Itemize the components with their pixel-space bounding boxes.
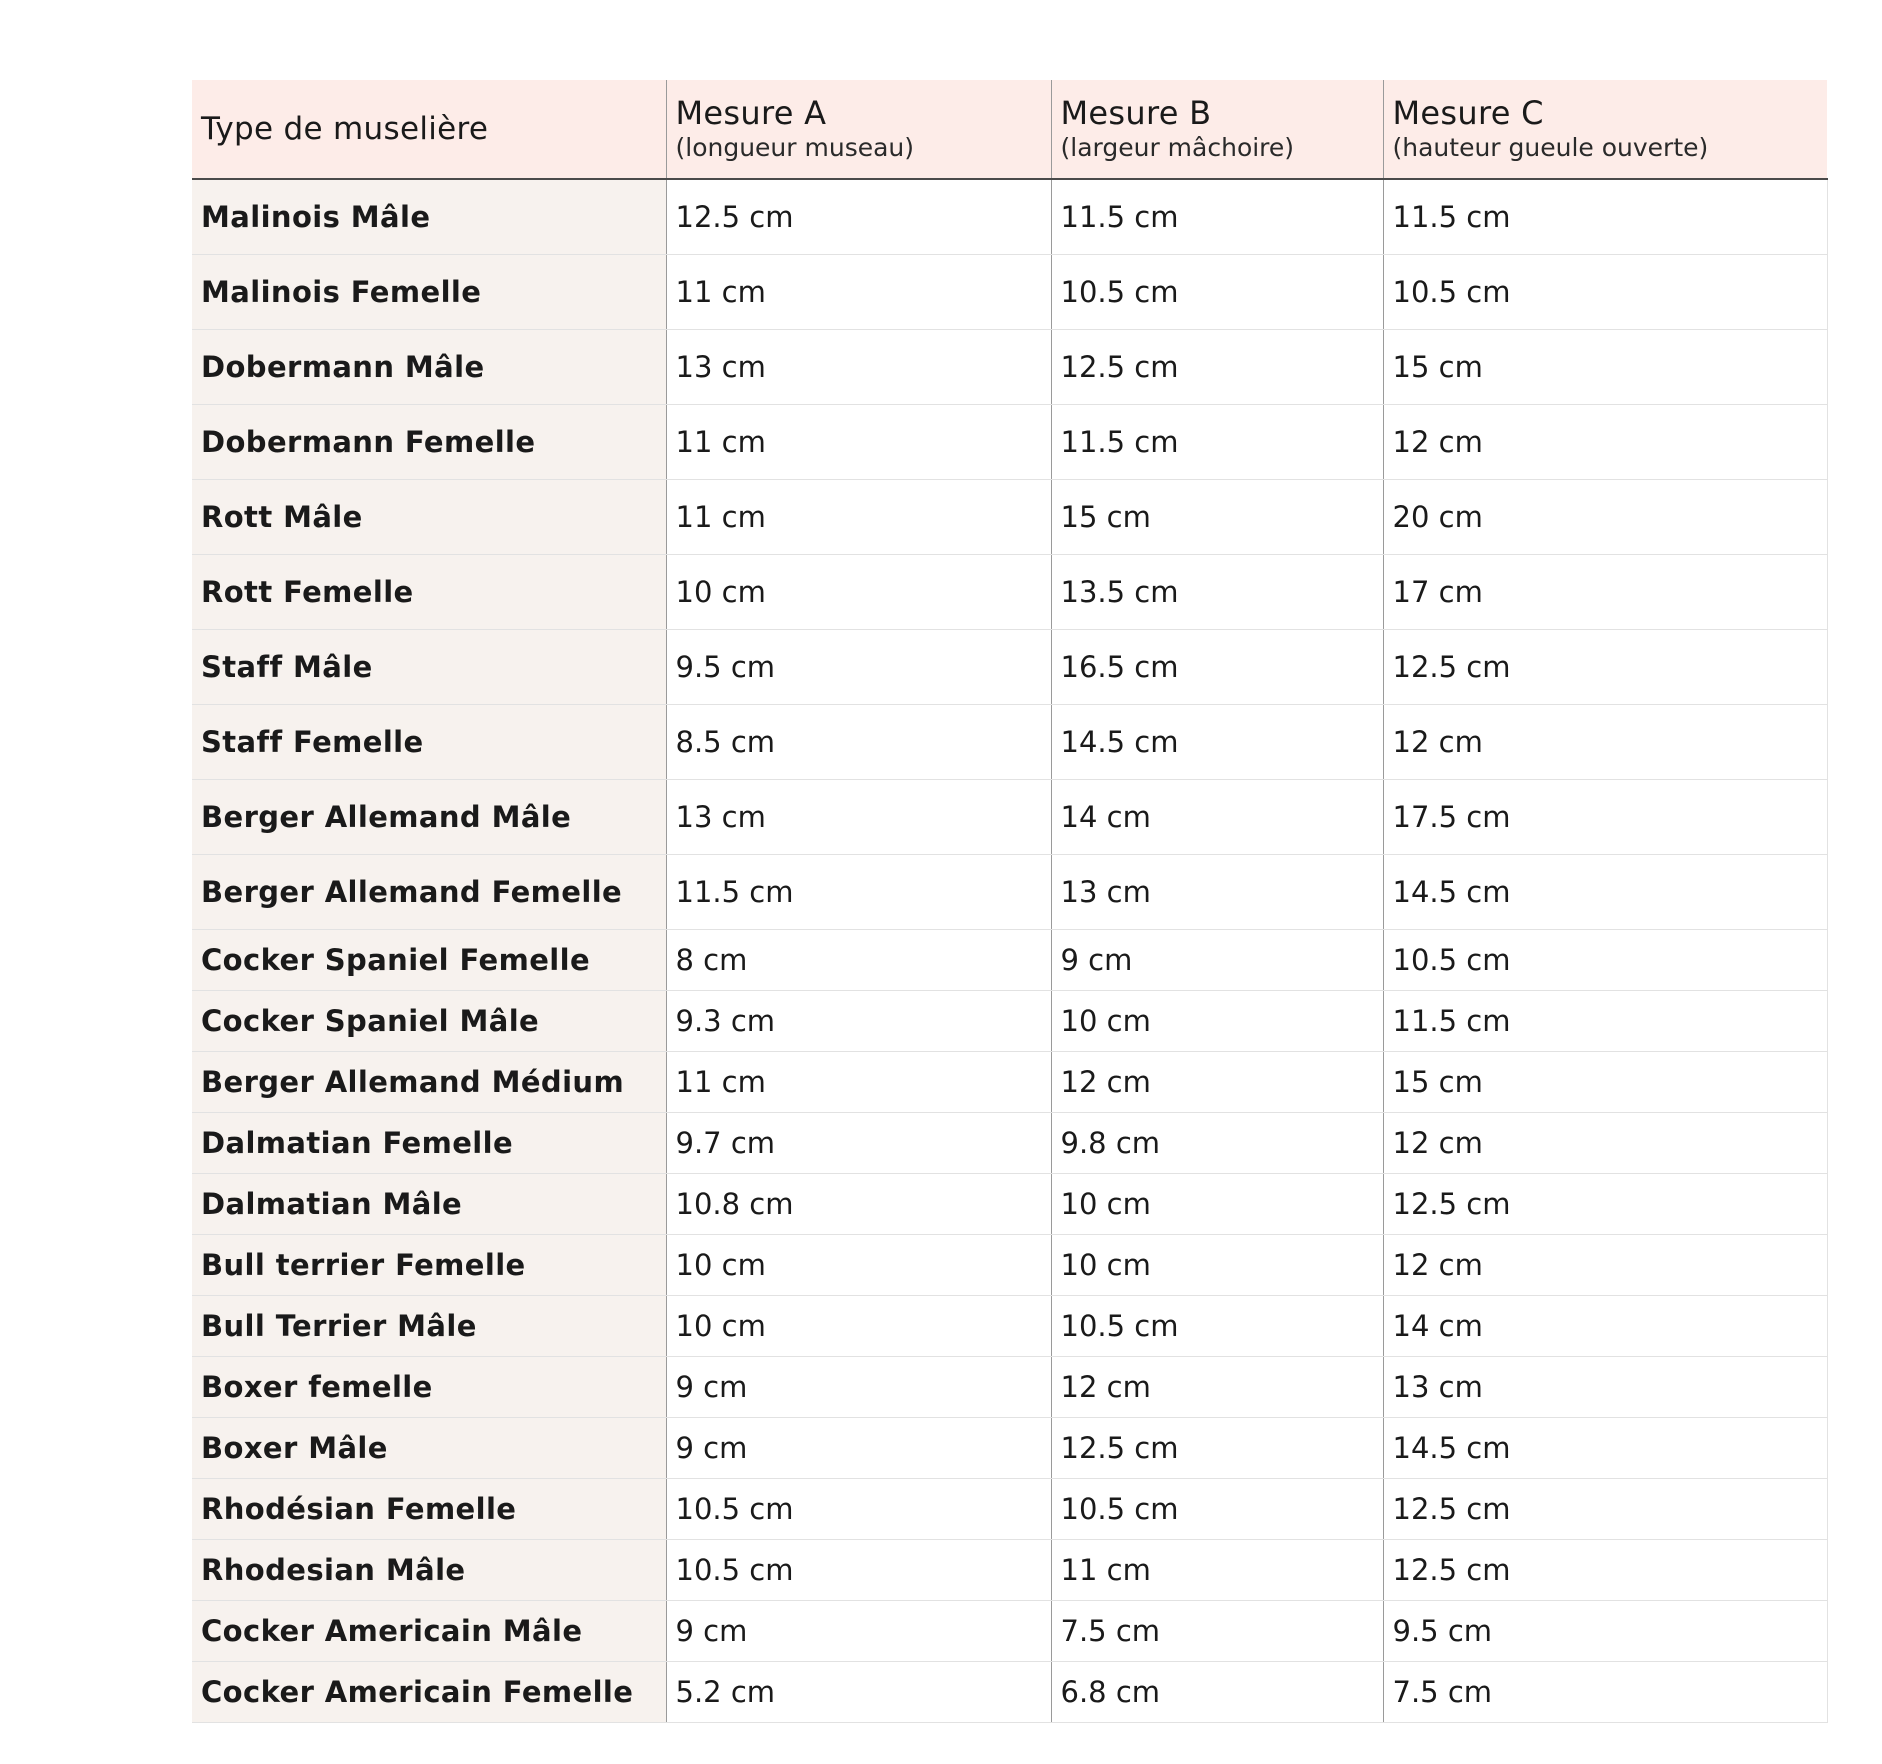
cell-mesure-c: 12 cm — [1383, 1113, 1827, 1174]
header-title: Mesure C — [1392, 94, 1544, 132]
table-row — [192, 1174, 1827, 1235]
header-title: Mesure A — [675, 94, 827, 132]
cell-mesure-c: 17.5 cm — [1383, 780, 1827, 855]
cell-muzzle-type: Rhodesian Mâle — [192, 1540, 666, 1601]
table-row — [192, 630, 1827, 705]
cell-mesure-c: 7.5 cm — [1383, 1662, 1827, 1723]
cell-mesure-a: 8.5 cm — [666, 705, 1051, 780]
table-row — [192, 1113, 1827, 1174]
table-row — [192, 255, 1827, 330]
cell-muzzle-type: Boxer Mâle — [192, 1418, 666, 1479]
cell-mesure-a: 9 cm — [666, 1601, 1051, 1662]
cell-mesure-c: 14.5 cm — [1383, 855, 1827, 930]
cell-mesure-b: 15 cm — [1051, 480, 1383, 555]
cell-muzzle-type: Berger Allemand Mâle — [192, 780, 666, 855]
cell-muzzle-type: Rott Femelle — [192, 555, 666, 630]
cell-muzzle-type: Cocker Americain Mâle — [192, 1601, 666, 1662]
table-row — [192, 555, 1827, 630]
table-row — [192, 1479, 1827, 1540]
cell-mesure-b: 14 cm — [1051, 780, 1383, 855]
table-row — [192, 1601, 1827, 1662]
cell-muzzle-type: Cocker Americain Femelle — [192, 1662, 666, 1723]
cell-mesure-c: 11.5 cm — [1383, 179, 1827, 255]
table-row — [192, 930, 1827, 991]
cell-muzzle-type: Rhodésian Femelle — [192, 1479, 666, 1540]
muzzle-size-table-container — [192, 80, 1827, 1723]
cell-mesure-b: 12 cm — [1051, 1052, 1383, 1113]
cell-mesure-b: 11.5 cm — [1051, 405, 1383, 480]
cell-mesure-c: 12.5 cm — [1383, 1174, 1827, 1235]
cell-mesure-b: 13 cm — [1051, 855, 1383, 930]
cell-mesure-c: 12.5 cm — [1383, 1540, 1827, 1601]
cell-mesure-c: 15 cm — [1383, 1052, 1827, 1113]
cell-muzzle-type: Bull terrier Femelle — [192, 1235, 666, 1296]
cell-mesure-a: 10.8 cm — [666, 1174, 1051, 1235]
cell-mesure-c: 13 cm — [1383, 1357, 1827, 1418]
cell-mesure-a: 9.7 cm — [666, 1113, 1051, 1174]
header-type-de-museliere — [192, 80, 666, 179]
table-row — [192, 855, 1827, 930]
cell-mesure-a: 10 cm — [666, 555, 1051, 630]
header-subtitle: (longueur museau) — [675, 133, 915, 162]
cell-mesure-a: 9 cm — [666, 1357, 1051, 1418]
cell-mesure-a: 10.5 cm — [666, 1540, 1051, 1601]
cell-muzzle-type: Dalmatian Femelle — [192, 1113, 666, 1174]
cell-mesure-c: 12 cm — [1383, 1235, 1827, 1296]
table-row — [192, 1235, 1827, 1296]
cell-muzzle-type: Cocker Spaniel Mâle — [192, 991, 666, 1052]
cell-muzzle-type: Berger Allemand Médium — [192, 1052, 666, 1113]
muzzle-size-table — [192, 80, 1828, 1723]
cell-mesure-a: 9 cm — [666, 1418, 1051, 1479]
header-title: Type de muselière — [201, 111, 489, 147]
table-row — [192, 480, 1827, 555]
header-title: Mesure B — [1060, 94, 1212, 132]
cell-mesure-a: 11 cm — [666, 480, 1051, 555]
cell-mesure-c: 9.5 cm — [1383, 1601, 1827, 1662]
cell-muzzle-type: Malinois Mâle — [192, 179, 666, 255]
header-row — [192, 80, 1827, 179]
table-row — [192, 1296, 1827, 1357]
cell-mesure-c: 11.5 cm — [1383, 991, 1827, 1052]
table-row — [192, 1418, 1827, 1479]
cell-mesure-a: 9.3 cm — [666, 991, 1051, 1052]
table-row — [192, 1052, 1827, 1113]
cell-mesure-c: 17 cm — [1383, 555, 1827, 630]
cell-mesure-b: 10 cm — [1051, 991, 1383, 1052]
cell-mesure-b: 13.5 cm — [1051, 555, 1383, 630]
cell-mesure-b: 16.5 cm — [1051, 630, 1383, 705]
cell-mesure-b: 9.8 cm — [1051, 1113, 1383, 1174]
cell-mesure-a: 13 cm — [666, 330, 1051, 405]
cell-mesure-b: 10.5 cm — [1051, 1296, 1383, 1357]
cell-mesure-b: 10.5 cm — [1051, 1479, 1383, 1540]
cell-muzzle-type: Dalmatian Mâle — [192, 1174, 666, 1235]
table-row — [192, 1662, 1827, 1723]
cell-muzzle-type: Staff Femelle — [192, 705, 666, 780]
cell-mesure-a: 5.2 cm — [666, 1662, 1051, 1723]
cell-mesure-b: 11.5 cm — [1051, 179, 1383, 255]
table-row — [192, 991, 1827, 1052]
cell-mesure-c: 14 cm — [1383, 1296, 1827, 1357]
cell-mesure-b: 6.8 cm — [1051, 1662, 1383, 1723]
cell-mesure-b: 9 cm — [1051, 930, 1383, 991]
table-body — [192, 179, 1827, 1723]
cell-mesure-a: 9.5 cm — [666, 630, 1051, 705]
cell-mesure-c: 14.5 cm — [1383, 1418, 1827, 1479]
table-row — [192, 1357, 1827, 1418]
cell-muzzle-type: Staff Mâle — [192, 630, 666, 705]
cell-mesure-a: 10 cm — [666, 1235, 1051, 1296]
cell-muzzle-type: Rott Mâle — [192, 480, 666, 555]
header-mesure-a — [666, 80, 1051, 179]
cell-mesure-c: 12.5 cm — [1383, 1479, 1827, 1540]
header-subtitle: (largeur mâchoire) — [1060, 133, 1295, 162]
cell-mesure-a: 11 cm — [666, 255, 1051, 330]
cell-mesure-a: 12.5 cm — [666, 179, 1051, 255]
cell-mesure-a: 8 cm — [666, 930, 1051, 991]
cell-muzzle-type: Berger Allemand Femelle — [192, 855, 666, 930]
cell-mesure-c: 12.5 cm — [1383, 630, 1827, 705]
table-row — [192, 405, 1827, 480]
cell-mesure-c: 15 cm — [1383, 330, 1827, 405]
cell-mesure-b: 10 cm — [1051, 1235, 1383, 1296]
cell-mesure-a: 11 cm — [666, 1052, 1051, 1113]
cell-mesure-b: 10 cm — [1051, 1174, 1383, 1235]
cell-mesure-c: 10.5 cm — [1383, 255, 1827, 330]
cell-mesure-c: 20 cm — [1383, 480, 1827, 555]
cell-mesure-c: 12 cm — [1383, 705, 1827, 780]
header-mesure-b — [1051, 80, 1383, 179]
cell-mesure-b: 10.5 cm — [1051, 255, 1383, 330]
cell-mesure-a: 11.5 cm — [666, 855, 1051, 930]
cell-mesure-c: 10.5 cm — [1383, 930, 1827, 991]
cell-muzzle-type: Bull Terrier Mâle — [192, 1296, 666, 1357]
table-row — [192, 780, 1827, 855]
cell-mesure-b: 12.5 cm — [1051, 1418, 1383, 1479]
table-header — [192, 80, 1827, 179]
table-row — [192, 1540, 1827, 1601]
cell-muzzle-type: Boxer femelle — [192, 1357, 666, 1418]
cell-mesure-a: 10.5 cm — [666, 1479, 1051, 1540]
cell-muzzle-type: Malinois Femelle — [192, 255, 666, 330]
cell-mesure-b: 14.5 cm — [1051, 705, 1383, 780]
cell-mesure-b: 7.5 cm — [1051, 1601, 1383, 1662]
cell-muzzle-type: Cocker Spaniel Femelle — [192, 930, 666, 991]
header-mesure-c — [1383, 80, 1827, 179]
table-row — [192, 179, 1827, 255]
table-row — [192, 705, 1827, 780]
table-row — [192, 330, 1827, 405]
cell-mesure-a: 10 cm — [666, 1296, 1051, 1357]
cell-muzzle-type: Dobermann Femelle — [192, 405, 666, 480]
cell-mesure-b: 12.5 cm — [1051, 330, 1383, 405]
cell-mesure-c: 12 cm — [1383, 405, 1827, 480]
cell-muzzle-type: Dobermann Mâle — [192, 330, 666, 405]
cell-mesure-a: 11 cm — [666, 405, 1051, 480]
header-subtitle: (hauteur gueule ouverte) — [1392, 133, 1709, 162]
cell-mesure-b: 12 cm — [1051, 1357, 1383, 1418]
cell-mesure-b: 11 cm — [1051, 1540, 1383, 1601]
cell-mesure-a: 13 cm — [666, 780, 1051, 855]
